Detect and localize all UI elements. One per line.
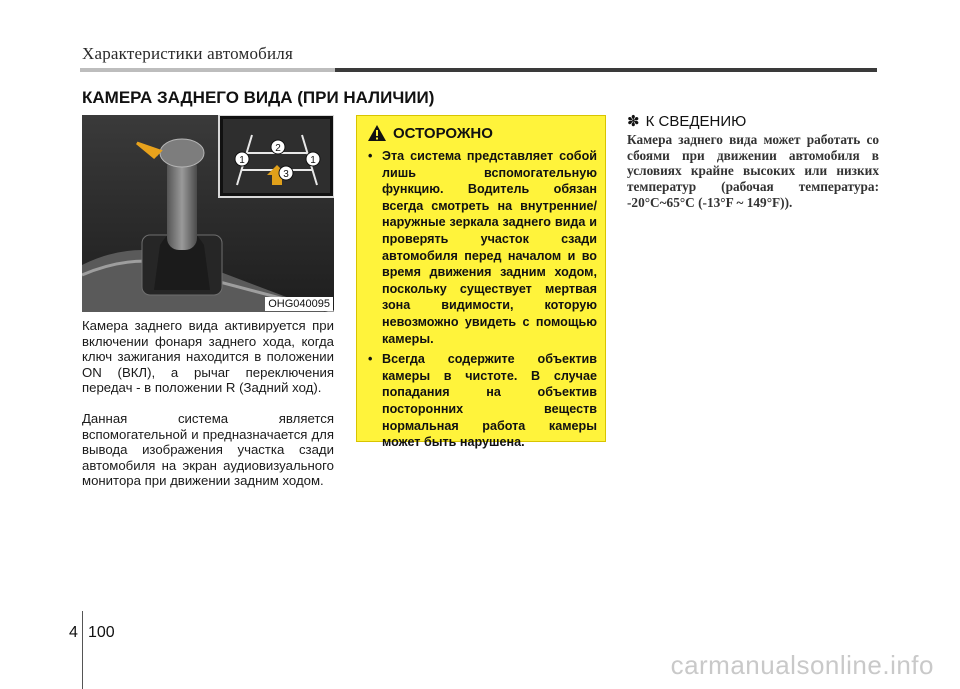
page-divider bbox=[82, 611, 83, 689]
figure-code: OHG040095 bbox=[265, 297, 333, 311]
chapter-number: 4 bbox=[69, 624, 78, 641]
warning-triangle-icon bbox=[367, 124, 387, 142]
warning-bullet: • bbox=[368, 352, 373, 367]
header-rule-accent bbox=[80, 68, 335, 72]
callout-1-left bbox=[235, 152, 249, 166]
page-number: 100 bbox=[88, 624, 115, 641]
warning-item bbox=[367, 351, 597, 451]
warning-box bbox=[356, 115, 606, 450]
warning-bullet: • bbox=[368, 149, 373, 163]
body-paragraph-1: Камера заднего вида активируется при включении фонаря заднего хода, когда ключ зажигания находится в положении ON (ВКЛ), а рычаг переключения передач - в положении R (Задний ход). bbox=[82, 318, 334, 396]
figure-callouts bbox=[82, 115, 334, 312]
figure bbox=[82, 115, 334, 312]
body-paragraph-2: Данная система является вспомогательной и предназначается для вывода изображения участка сзади автомобиля на экран аудиовизуального монитора при движении задним ходом. bbox=[82, 411, 334, 489]
info-text: Камера заднего вида может работать со сбоями при движении автомобиля в условиях крайне высоких или низких температур (рабочая температура: -20°C~65°C (-13°F ~ 149°F)). bbox=[627, 132, 879, 210]
info-title-text: К СВЕДЕНИЮ bbox=[645, 112, 747, 130]
callout-2-label: 2 bbox=[275, 143, 281, 154]
warning-item-text: Эта система представляет собой лишь вспомогательную функцию. Водитель обязан всегда смотреть на внутренние/наружные зеркала заднего вида и проверять участок сзади автомобиля перед началом и во время движения задним ходом, поскольку существует мертвая зона видимости, которую невозможно увидеть с помощью камеры. bbox=[382, 149, 597, 346]
warning-item bbox=[367, 148, 597, 347]
callout-3 bbox=[279, 166, 293, 180]
section-title: КАМЕРА ЗАДНЕГО ВИДА (ПРИ НАЛИЧИИ) bbox=[82, 88, 435, 107]
info-title bbox=[627, 112, 746, 130]
warning-header bbox=[367, 124, 597, 142]
warning-list bbox=[367, 148, 597, 451]
warning-title: ОСТОРОЖНО bbox=[393, 124, 493, 142]
callout-1-left-label: 1 bbox=[239, 155, 245, 166]
header-title: Характеристики автомобиля bbox=[82, 44, 293, 63]
callout-3-label: 3 bbox=[283, 169, 289, 180]
watermark: carmanualsonline.info bbox=[670, 650, 934, 680]
callout-1-right bbox=[306, 152, 320, 166]
callout-1-right-label: 1 bbox=[310, 155, 316, 166]
info-symbol-icon: ✽ bbox=[627, 113, 640, 130]
warning-item-text: Всегда содержите объектив камеры в чистоте. В случае попадания на объектив посторонних веществ нормальная работа камеры может быть нарушена. bbox=[382, 352, 597, 450]
callout-2 bbox=[271, 140, 285, 154]
